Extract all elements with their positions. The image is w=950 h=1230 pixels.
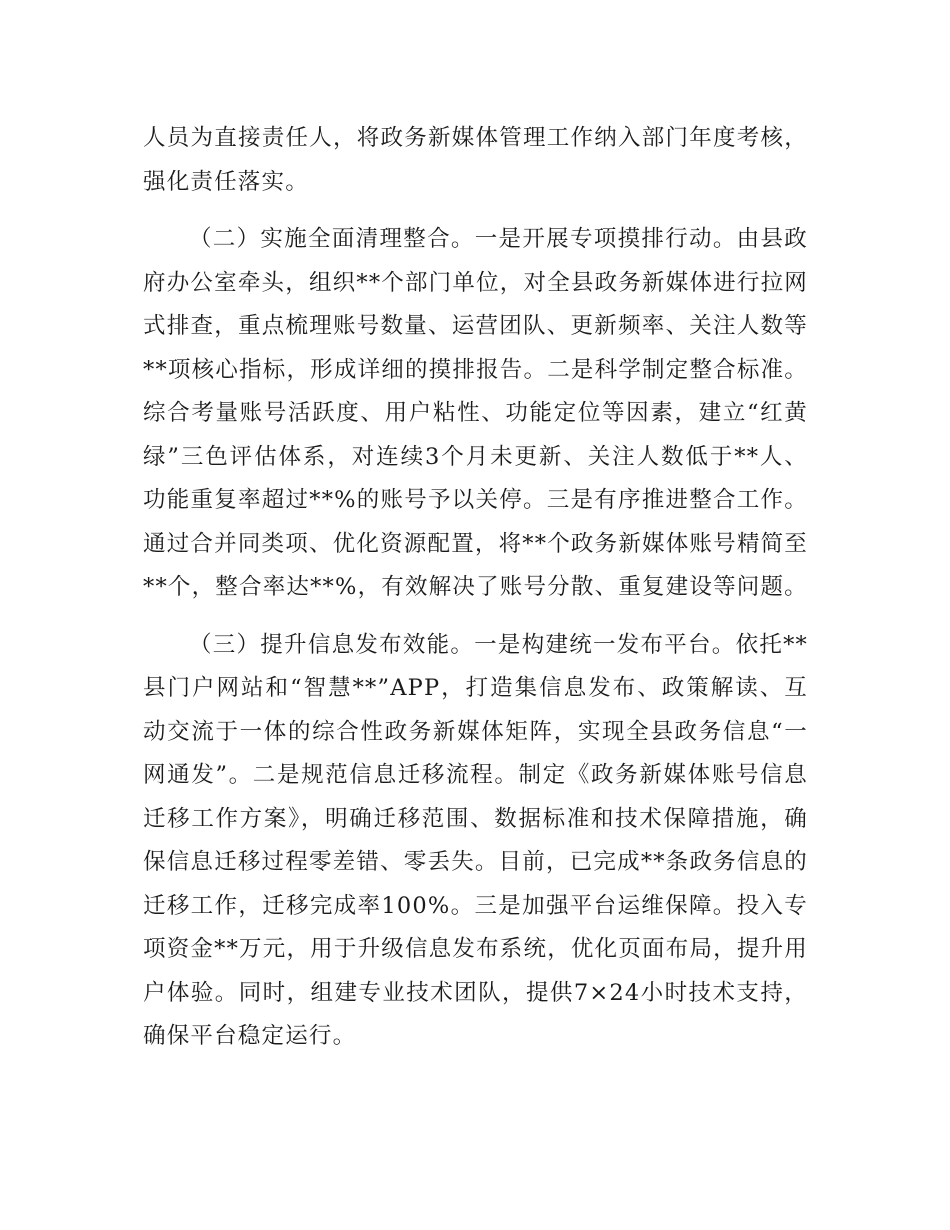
paragraph-continuation: 人员为直接责任人，将政务新媒体管理工作纳入部门年度考核，强化责任落实。 [143,125,808,195]
body-text [143,117,808,1073]
paragraph-section-two: （二）实施全面清理整合。一是开展专项摸排行动。由县政府办公室牵头，组织**个部门单位，对全县政务新媒体进行拉网式排查，重点梳理账号数量、运营团队、更新频率、关注人数等**项核心指标，形成详细的摸排报告。二是科学制定整合标准。综合考量账号活跃度、用户粘性、功能定位等因素，建立“红黄绿”三色评估体系，对连续3个月未更新、关注人数低于**人、功能重复率超过**%的账号予以关停。三是有序推进整合工作。通过合并同类项、优化资源配置，将**个政务新媒体账号精简至**个，整合率达**%，有效解决了账号分散、重复建设等问题。 [143,226,808,600]
paragraph-section-three: （三）提升信息发布效能。一是构建统一发布平台。依托**县门户网站和“智慧**”APP，打造集信息发布、政策解读、互动交流于一体的综合性政务新媒体矩阵，实现全县政务信息“一网通发”。二是规范信息迁移流程。制定《政务新媒体账号信息迁移工作方案》，明确迁移范围、数据标准和技术保障措施，确保信息迁移过程零差错、零丢失。目前，已完成**条政务信息的迁移工作，迁移完成率100%。三是加强平台运维保障。投入专项资金**万元，用于升级信息发布系统，优化页面布局，提升用户体验。同时，组建专业技术团队，提供7×24小时技术支持，确保平台稳定运行。 [143,631,808,1049]
